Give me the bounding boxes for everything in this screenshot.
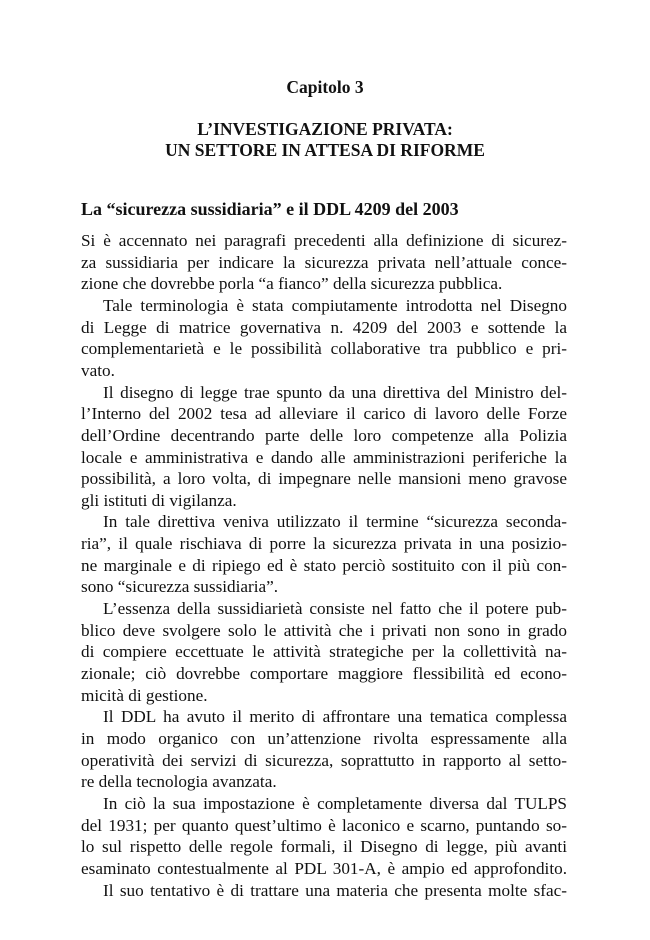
text-line: Si è accennato nei paragrafi precedenti alla definizione di sicurez-	[81, 231, 567, 250]
text-line: Il disegno di legge trae spunto da una direttiva del Ministro del-	[103, 382, 567, 402]
text-line: In ciò la sua impostazione è completamente diversa dal TULPS	[103, 793, 567, 813]
section-heading: La “sicurezza sussidiaria” e il DDL 4209 del 2003	[81, 199, 459, 219]
text-line: zione che dovrebbe porla “a fianco” della sicurezza pubblica.	[81, 274, 503, 294]
text-line: micità di gestione.	[81, 685, 208, 705]
text-line: complementarietà e le possibilità collaborative tra pubblico e pri-	[81, 339, 567, 359]
chapter-label: Capitolo 3	[286, 77, 364, 97]
text-line: In tale direttiva veniva utilizzato il termine “sicurezza seconda-	[103, 512, 567, 532]
text-line: in modo organico con un’attenzione rivolta espressamente alla	[81, 728, 567, 748]
text-line: l’Interno del 2002 tesa ad alleviare il carico di lavoro delle Forze	[81, 404, 567, 424]
text-line: del 1931; per quanto quest’ultimo è laconico e scarno, puntando so-	[81, 815, 567, 835]
text-line: lo sul rispetto delle regole formali, il Disegno di legge, più avanti	[81, 837, 567, 857]
text-line: Il suo tentativo è di trattare una materia che presenta molte sfac-	[103, 880, 567, 900]
text-line: gli istituti di vigilanza.	[81, 490, 237, 510]
text-line: za sussidiaria per indicare la sicurezza privata nell’attuale conce-	[81, 252, 567, 272]
chapter-title-line-2: UN SETTORE IN ATTESA DI RIFORME	[165, 140, 485, 160]
text-line: di compiere eccettuate le attività strategiche per la collettività na-	[81, 642, 567, 662]
text-line: esaminato contestualmente al PDL 301-A, è ampio ed approfondito.	[81, 858, 567, 878]
text-line: Il DDL ha avuto il merito di affrontare una tematica complessa	[103, 707, 567, 727]
text-line: zionale; ciò dovrebbe comportare maggiore flessibilità ed econo-	[81, 664, 567, 683]
text-line: blico deve svolgere solo le attività che i privati non sono in grado	[81, 620, 567, 640]
text-line: possibilità, a loro volta, di impegnare nelle mansioni meno gravose	[81, 469, 567, 489]
chapter-title-line-1: L’INVESTIGAZIONE PRIVATA:	[197, 119, 453, 139]
text-line: dell’Ordine decentrando parte delle loro competenze alla Polizia	[81, 425, 567, 445]
text-line: locale e amministrativa e dando alle amministrazioni periferiche la	[81, 447, 567, 467]
text-line: Tale terminologia è stata compiutamente introdotta nel Disegno	[103, 295, 567, 315]
text-line: operatività dei servizi di sicurezza, soprattutto in rapporto al setto-	[81, 750, 567, 770]
text-line: di Legge di matrice governativa n. 4209 del 2003 e sottende la	[81, 317, 567, 337]
text-line: ria”, il quale rischiava di porre la sicurezza privata in una posizio-	[81, 534, 567, 554]
text-line: L’essenza della sussidiarietà consiste nel fatto che il potere pub-	[103, 599, 567, 619]
text-line: re della tecnologia avanzata.	[81, 772, 277, 792]
text-line: vato.	[81, 360, 115, 380]
text-line: ne marginale e di ripiego ed è stato perciò sostituito con il più con-	[81, 555, 567, 575]
text-line: sono “sicurezza sussidiaria”.	[81, 577, 279, 597]
